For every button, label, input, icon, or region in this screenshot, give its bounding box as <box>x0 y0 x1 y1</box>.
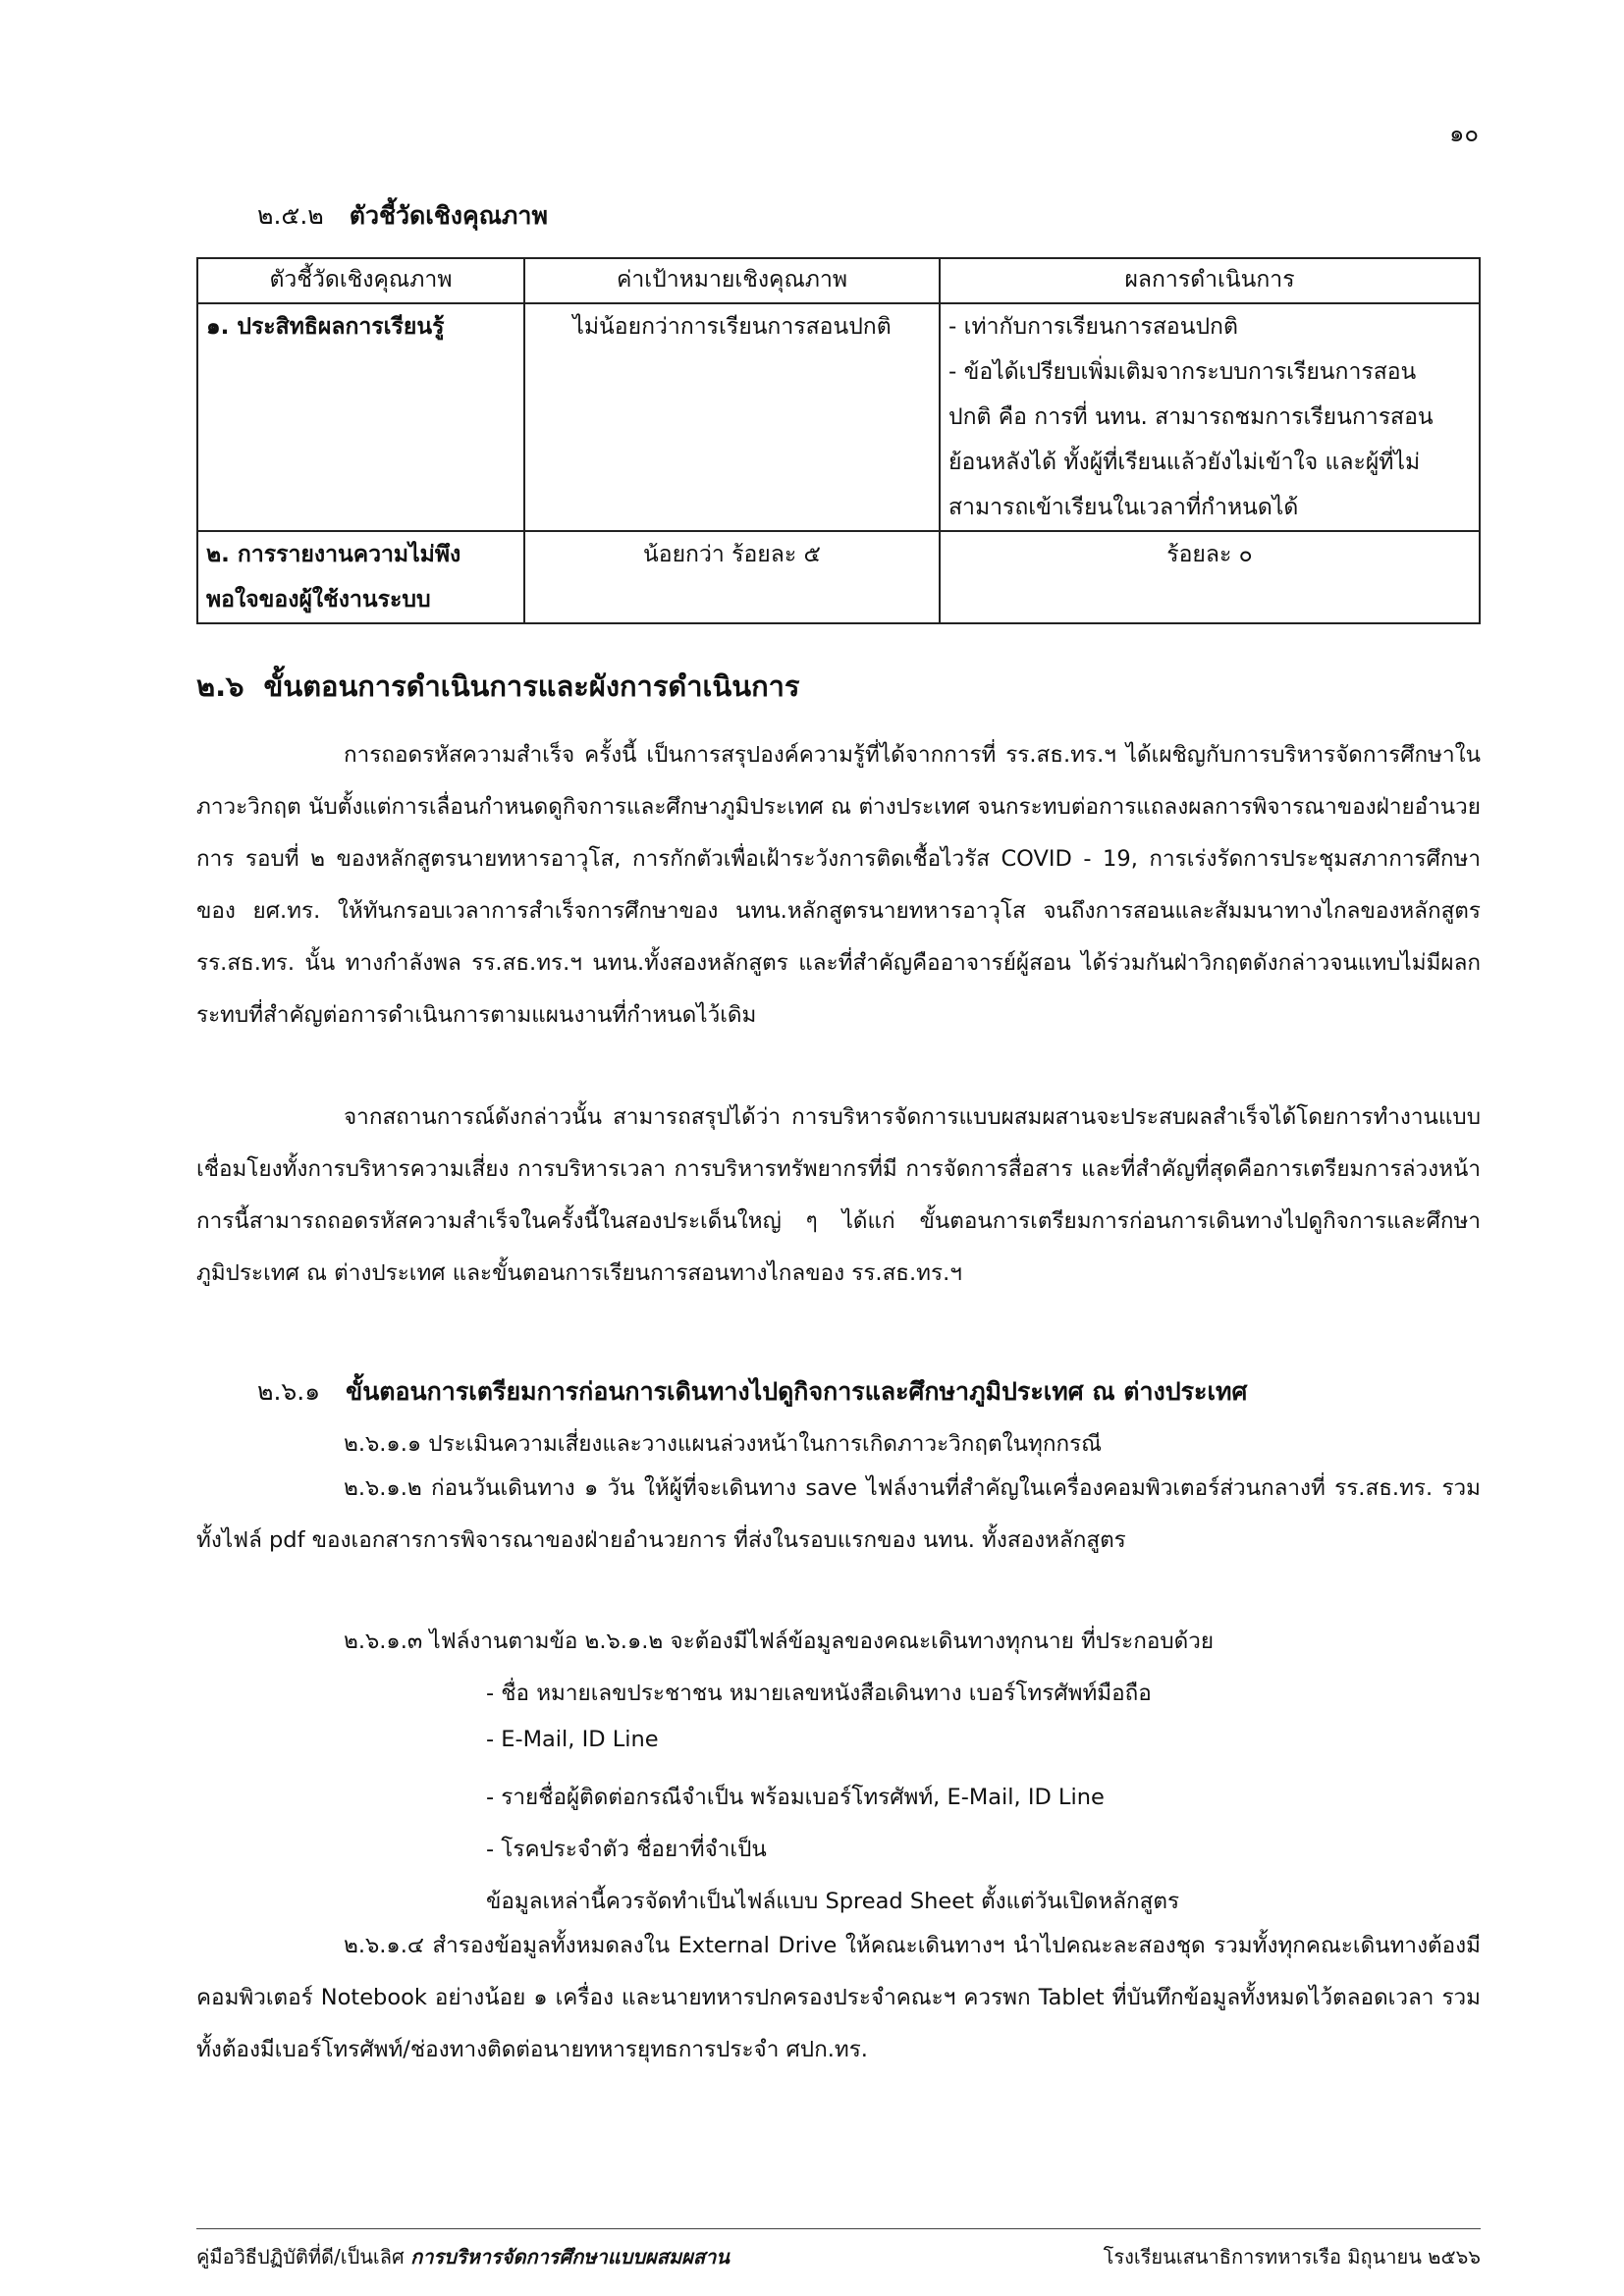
result-line: - ข้อได้เปรียบเพิ่มเติมจากระบบการเรียนการสอน <box>948 359 1417 385</box>
target-cell: น้อยกว่า ร้อยละ ๕ <box>524 531 940 623</box>
step-item <box>196 1920 1481 2076</box>
result-line: ย้อนหลังได้ ทั้งผู้ที่เรียนแล้วยังไม่เข้าใจ และผู้ที่ไม่ <box>948 450 1421 475</box>
section-heading <box>196 664 800 709</box>
note-line: ข้อมูลเหล่านี้ควรจัดทำเป็นไฟล์แบบ Spread Sheet ตั้งแต่วันเปิดหลักสูตร <box>486 1889 1180 1914</box>
table-header: ตัวชี้วัดเชิงคุณภาพ <box>197 258 524 303</box>
result-line: ปกติ คือ การที่ นทน. สามารถชมการเรียนการสอน <box>948 404 1434 430</box>
paragraph-text: ๒.๖.๑.๔ สำรองข้อมูลทั้งหมดลงใน External Drive ให้คณะเดินทางฯ นำไปคณะละสองชุด รวมทั้งทุกคณะเดินทางต้องมีคอมพิวเตอร์ Notebook อย่างน้อย ๑ เครื่อง และนายทหารปกครองประจำคณะฯ ควรพก Tablet ที่บันทึกข้อมูลทั้งหมดไว้ตลอดเวลา รวมทั้งต้องมีเบอร์โทรศัพท์/ช่องทางติดต่อนายทหารยุทธการประจำ ศปก.ทร. <box>196 1933 1481 2062</box>
target-cell: ไม่น้อยกว่าการเรียนการสอนปกติ <box>524 303 940 531</box>
table-header-row <box>197 258 1480 303</box>
footer-right: โรงเรียนเสนาธิการทหารเรือ มิถุนายน ๒๕๖๖ <box>1103 2245 1481 2269</box>
paragraph-text: การถอดรหัสความสำเร็จ ครั้งนี้ เป็นการสรุปองค์ความรู้ที่ได้จากการที่ รร.สธ.ทร.ฯ ได้เผชิญกับการบริหารจัดการศึกษาในภาวะวิกฤต นับตั้งแต่การเลื่อนกำหนดดูกิจการและศึกษาภูมิประเทศ ณ ต่างประเทศ จนกระทบต่อการแถลงผลการพิจารณาของฝ่ายอำนวยการ รอบที่ ๒ ของหลักสูตรนายทหารอาวุโส, การกักตัวเพื่อเฝ้าระวังการติดเชื้อไวรัส COVID - 19, การเร่งรัดการประชุมสภาการศึกษาของ ยศ.ทร. ให้ทันกรอบเวลาการสำเร็จการศึกษาของ นทน.หลักสูตรนายทหารอาวุโส จนถึงการสอนและสัมมนาทางไกลของหลักสูตร รร.สธ.ทร. นั้น ทางกำลังพล รร.สธ.ทร.ฯ นทน.ทั้งสองหลักสูตร และที่สำคัญคืออาจารย์ผู้สอน ได้ร่วมกันฝ่าวิกฤตดังกล่าวจนแทบไม่มีผลกระทบที่สำคัญต่อการดำเนินการตามแผนงานที่กำหนดไว้เดิม <box>196 742 1481 1028</box>
bullet-item: - โรคประจำตัว ชื่อยาที่จำเป็น <box>486 1837 767 1862</box>
heading-number: ๒.๕.๒ <box>257 201 324 230</box>
page-number: ๑๐ <box>1449 120 1479 147</box>
subsection-heading <box>257 1372 1247 1412</box>
heading-title: ตัวชี้วัดเชิงคุณภาพ <box>349 201 548 230</box>
paragraph <box>196 1092 1481 1300</box>
indicator-line: ๒. การรายงานความไม่พึง <box>206 542 461 567</box>
result-cell: ร้อยละ ๐ <box>940 531 1480 623</box>
footer-left <box>196 2241 730 2272</box>
section-title: ขั้นตอนการดำเนินการและผังการดำเนินการ <box>263 669 800 703</box>
bullet-item: - ชื่อ หมายเลขประชาชน หมายเลขหนังสือเดินทาง เบอร์โทรศัพท์มือถือ <box>486 1681 1152 1706</box>
table-row <box>197 303 1480 531</box>
table-header: ค่าเป้าหมายเชิงคุณภาพ <box>524 258 940 303</box>
result-line: - เท่ากับการเรียนการสอนปกติ <box>948 314 1238 340</box>
footer-manual-subject: การบริหารจัดการศึกษาแบบผสมผสาน <box>410 2245 730 2269</box>
quality-indicators-heading <box>257 196 548 236</box>
bullet-item: - E-Mail, ID Line <box>486 1727 659 1752</box>
footer-manual-title: คู่มือวิธีปฏิบัติที่ดี/เป็นเลิศ <box>196 2245 405 2269</box>
table-row <box>197 531 1480 623</box>
indicator-cell <box>197 531 524 623</box>
step-item: ๒.๖.๑.๓ ไฟล์งานตามข้อ ๒.๖.๑.๒ จะต้องมีไฟล์ข้อมูลของคณะเดินทางทุกนาย ที่ประกอบด้วย <box>344 1629 1215 1654</box>
paragraph <box>196 729 1481 1041</box>
result-line: สามารถเข้าเรียนในเวลาที่กำหนดได้ <box>948 495 1299 520</box>
subsection-number: ๒.๖.๑ <box>257 1377 321 1406</box>
footer-divider <box>196 2228 1481 2229</box>
bullet-item: - รายชื่อผู้ติดต่อกรณีจำเป็น พร้อมเบอร์โทรศัพท์, E-Mail, ID Line <box>486 1785 1105 1810</box>
subsection-title: ขั้นตอนการเตรียมการก่อนการเดินทางไปดูกิจการและศึกษาภูมิประเทศ ณ ต่างประเทศ <box>346 1377 1248 1406</box>
paragraph-text: จากสถานการณ์ดังกล่าวนั้น สามารถสรุปได้ว่า การบริหารจัดการแบบผสมผสานจะประสบผลสำเร็จได้โดยการทำงานแบบเชื่อมโยงทั้งการบริหารความเสี่ยง การบริหารเวลา การบริหารทรัพยากรที่มี การจัดการสื่อสาร และที่สำคัญที่สุดคือการเตรียมการล่วงหน้า การนี้สามารถถอดรหัสความสำเร็จในครั้งนี้ในสองประเด็นใหญ่ ๆ ได้แก่ ขั้นตอนการเตรียมการก่อนการเดินทางไปดูกิจการและศึกษาภูมิประเทศ ณ ต่างประเทศ และขั้นตอนการเรียนการสอนทางไกลของ รร.สธ.ทร.ฯ <box>196 1104 1481 1286</box>
section-number: ๒.๖ <box>196 669 244 703</box>
indicator-line: พอใจของผู้ใช้งานระบบ <box>206 587 431 613</box>
step-item <box>196 1463 1481 1567</box>
quality-indicators-table <box>196 257 1481 624</box>
paragraph-text: ๒.๖.๑.๒ ก่อนวันเดินทาง ๑ วัน ให้ผู้ที่จะเดินทาง save ไฟล์งานที่สำคัญในเครื่องคอมพิวเตอร์ส่วนกลางที่ รร.สธ.ทร. รวมทั้งไฟล์ pdf ของเอกสารการพิจารณาของฝ่ายอำนวยการ ที่ส่งในรอบแรกของ นทน. ทั้งสองหลักสูตร <box>196 1475 1481 1553</box>
result-cell <box>940 303 1480 531</box>
indicator-cell: ๑. ประสิทธิผลการเรียนรู้ <box>197 303 524 531</box>
step-item: ๒.๖.๑.๑ ประเมินความเสี่ยงและวางแผนล่วงหน้าในการเกิดภาวะวิกฤตในทุกกรณี <box>344 1431 1103 1457</box>
table-header: ผลการดำเนินการ <box>940 258 1480 303</box>
